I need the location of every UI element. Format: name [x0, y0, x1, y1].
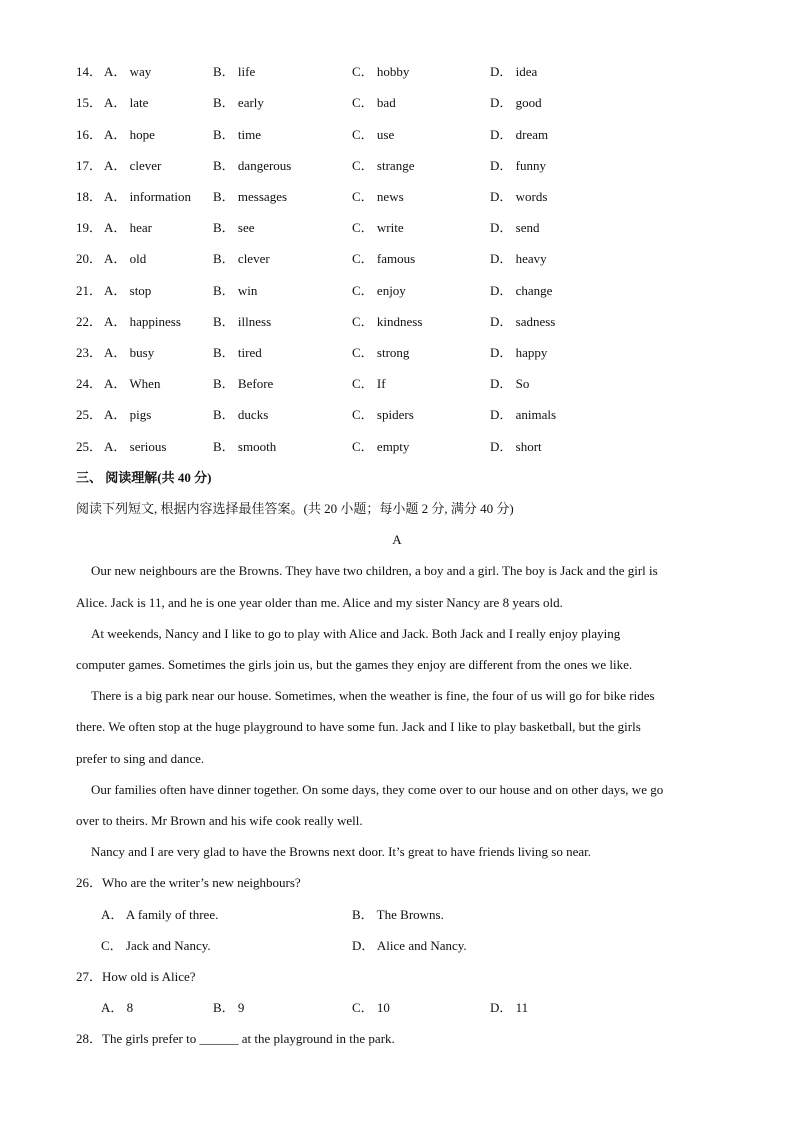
option-a: A． way [104, 64, 152, 79]
option-a: A． serious [104, 439, 167, 454]
question-number: 15． [76, 95, 103, 110]
q26-option-c: C． Jack and Nancy. [101, 938, 211, 953]
question-number: 17． [76, 158, 103, 173]
passage-line: At weekends, Nancy and I like to go to play with Alice and Jack. Both Jack and I really enjoy playing [91, 626, 621, 641]
option-c: C． use [352, 127, 395, 142]
option-b: B． dangerous [213, 158, 292, 173]
section-instruction: 阅读下列短文, 根据内容选择最佳答案。(共 20 小题；每小题 2 分, 满分 40 分) [76, 501, 514, 516]
question-number: 25． [76, 407, 103, 422]
question-28-stem: 28．The girls prefer to ______ at the playground in the park. [76, 1031, 395, 1046]
q26-option-a: A． A family of three. [101, 907, 219, 922]
option-b: B． ducks [213, 407, 269, 422]
option-c: C． spiders [352, 407, 414, 422]
option-d: D． animals [490, 407, 557, 422]
option-c: C． empty [352, 439, 410, 454]
passage-line: there. We often stop at the huge playground to have some fun. Jack and I like to play basketball, but the girls [76, 719, 641, 734]
option-d: D． dream [490, 127, 549, 142]
option-a: A． stop [104, 283, 152, 298]
option-c: C． famous [352, 251, 416, 266]
option-a: A． old [104, 251, 147, 266]
option-d: D． heavy [490, 251, 547, 266]
option-a: A． busy [104, 345, 155, 360]
question-number: 24． [76, 376, 103, 391]
question-number: 18． [76, 189, 103, 204]
option-c: C． write [352, 220, 404, 235]
question-number: 20． [76, 251, 103, 266]
option-d: D． So [490, 376, 530, 391]
option-d: D． words [490, 189, 548, 204]
passage-line: There is a big park near our house. Sometimes, when the weather is fine, the four of us will go for bike rides [91, 688, 655, 703]
passage-line: Alice. Jack is 11, and he is one year older than me. Alice and my sister Nancy are 8 years old. [76, 595, 563, 610]
passage-line: prefer to sing and dance. [76, 751, 205, 766]
option-d: D． short [490, 439, 542, 454]
option-d: D． good [490, 95, 542, 110]
question-row-18 [76, 187, 736, 207]
passage-label: A [392, 532, 402, 547]
q27-option-b: B． 9 [213, 1000, 245, 1015]
option-d: D． happy [490, 345, 548, 360]
question-row-14 [76, 62, 736, 82]
question-row-16 [76, 125, 736, 145]
question-row-24 [76, 374, 736, 394]
question-number: 19． [76, 220, 103, 235]
option-b: B． tired [213, 345, 262, 360]
option-d: D． change [490, 283, 553, 298]
option-c: C． strange [352, 158, 415, 173]
question-number: 22． [76, 314, 103, 329]
option-a: A． happiness [104, 314, 181, 329]
question-number: 14． [76, 64, 103, 79]
question-number: 16． [76, 127, 103, 142]
option-c: C． bad [352, 95, 396, 110]
option-b: B． see [213, 220, 255, 235]
question-row-23 [76, 343, 736, 363]
option-c: C． news [352, 189, 404, 204]
option-b: B． win [213, 283, 258, 298]
option-a: A． hope [104, 127, 155, 142]
option-b: B． time [213, 127, 262, 142]
question-row-20 [76, 249, 736, 269]
option-d: D． sadness [490, 314, 556, 329]
question-number: 25． [76, 439, 103, 454]
passage-line: Our new neighbours are the Browns. They have two children, a boy and a girl. The boy is Jack and the girl is [91, 563, 658, 578]
q26-option-d: D． Alice and Nancy. [352, 938, 467, 953]
option-a: A． pigs [104, 407, 152, 422]
question-row-25b [76, 437, 736, 457]
q26-option-b: B． The Browns. [352, 907, 444, 922]
option-b: B． life [213, 64, 256, 79]
passage-line: Our families often have dinner together. On some days, they come over to our house and on other days, we go [91, 782, 664, 797]
option-a: A． clever [104, 158, 162, 173]
question-27-stem: 27．How old is Alice? [76, 969, 196, 984]
option-b: B． smooth [213, 439, 277, 454]
q27-option-d: D． 11 [490, 1000, 529, 1015]
passage-line: over to theirs. Mr Brown and his wife cook really well. [76, 813, 363, 828]
question-26-stem: 26．Who are the writer’s new neighbours? [76, 875, 301, 890]
section-title: 三、 阅读理解(共 40 分) [76, 470, 212, 485]
option-b: B． illness [213, 314, 272, 329]
passage-line: Nancy and I are very glad to have the Browns next door. It’s great to have friends living so near. [91, 844, 591, 859]
option-b: B． Before [213, 376, 274, 391]
option-d: D． idea [490, 64, 538, 79]
question-row-21 [76, 281, 736, 301]
option-a: A． information [104, 189, 192, 204]
q27-option-c: C． 10 [352, 1000, 390, 1015]
option-a: A． hear [104, 220, 153, 235]
question-row-19 [76, 218, 736, 238]
option-b: B． clever [213, 251, 270, 266]
option-c: C． hobby [352, 64, 410, 79]
question-row-15 [76, 93, 736, 113]
passage-line: computer games. Sometimes the girls join us, but the games they enjoy are different from the ones we like. [76, 657, 633, 672]
option-c: C． enjoy [352, 283, 406, 298]
option-d: D． send [490, 220, 540, 235]
question-number: 21． [76, 283, 103, 298]
option-c: C． If [352, 376, 386, 391]
option-c: C． kindness [352, 314, 423, 329]
option-b: B． early [213, 95, 264, 110]
option-a: A． When [104, 376, 161, 391]
option-c: C． strong [352, 345, 410, 360]
question-row-25a [76, 405, 736, 425]
q27-option-a: A． 8 [101, 1000, 134, 1015]
question-number: 23． [76, 345, 103, 360]
option-d: D． funny [490, 158, 546, 173]
option-b: B． messages [213, 189, 288, 204]
question-row-22 [76, 312, 736, 332]
question-row-17 [76, 156, 736, 176]
option-a: A． late [104, 95, 149, 110]
